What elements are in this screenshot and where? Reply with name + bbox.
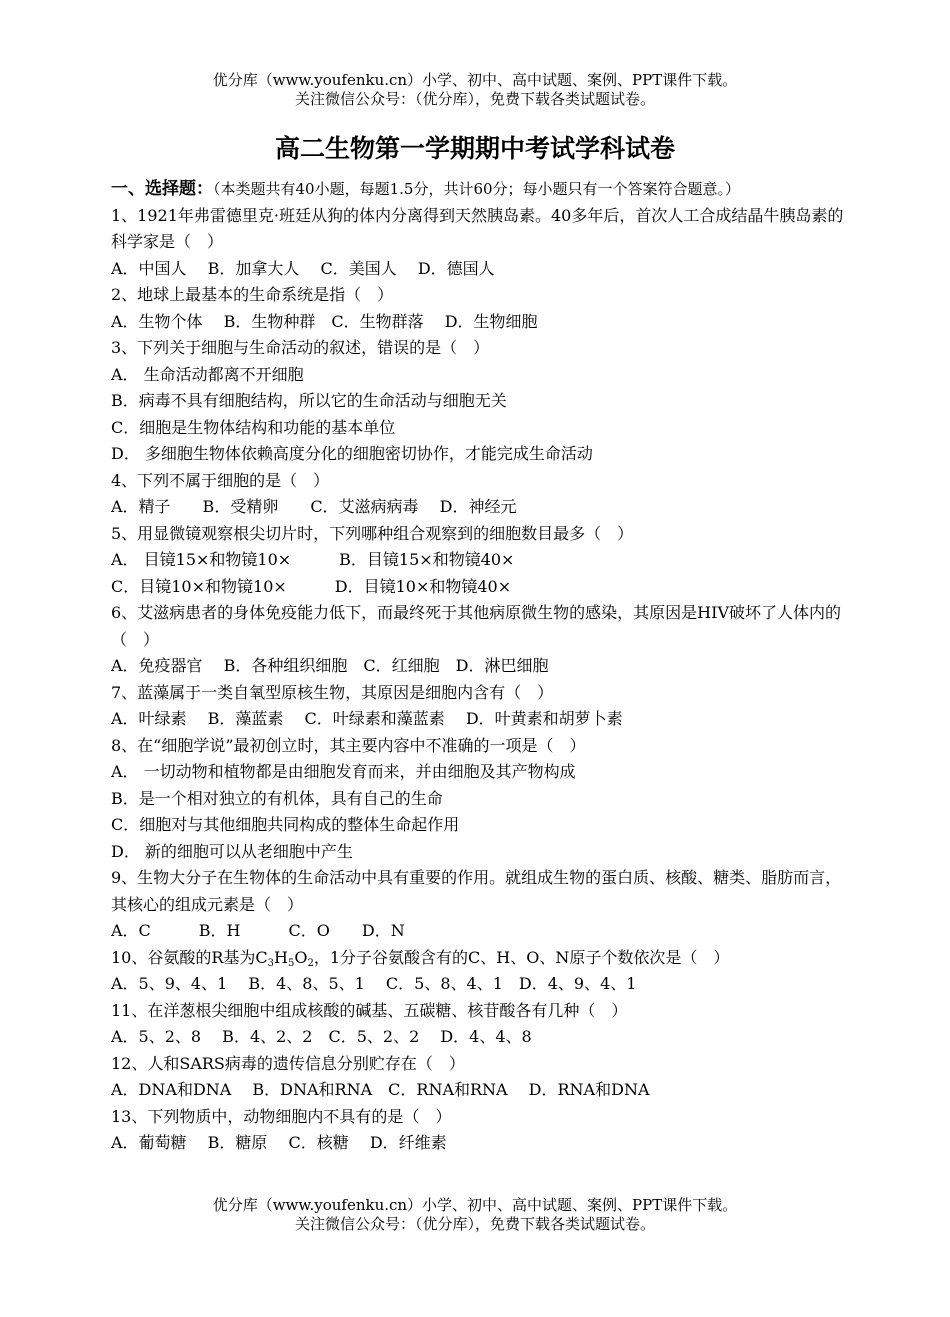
question-option: B．是一个相对独立的有机体，具有自己的生命 <box>111 788 443 808</box>
footer-line-1: 优分库（www.youfenku.cn）小学、初中、高中试题、案例、PPT课件下载。 <box>212 1196 738 1214</box>
question-option: C．细胞对与其他细胞共同构成的整体生命起作用 <box>111 815 460 834</box>
question-stem: 7、蓝藻属于一类自氧型原核生物，其原因是细胞内含有（ ） <box>111 682 554 702</box>
question-options: A．C B．H C．O D．N <box>111 921 405 940</box>
question-option: C．细胞是生物体结构和功能的基本单位 <box>111 417 396 437</box>
subscript: 5 <box>287 957 295 969</box>
question-options: A．生物个体 B．生物种群 C．生物群落 D．生物细胞 <box>111 311 538 331</box>
question-option: A． 生命活动都离不开细胞 <box>111 364 304 384</box>
question-options: A． 目镜15×和物镜10× B．目镜15×和物镜40× <box>111 550 515 569</box>
question-options: A．DNA和DNA B．DNA和RNA C．RNA和RNA D．RNA和DNA <box>111 1080 650 1099</box>
question-option: A． 一切动物和植物都是由细胞发育而来，并由细胞及其产物构成 <box>111 762 576 781</box>
subscript: 3 <box>267 957 275 969</box>
question-stem: 5、用显微镜观察根尖切片时，下列哪种组合观察到的细胞数目最多（ ） <box>111 523 634 543</box>
question-options: A．叶绿素 B．藻蓝素 C．叶绿素和藻蓝素 D．叶黄素和胡萝卜素 <box>111 709 623 728</box>
question-options: A．精子 B．受精卵 C．艾滋病病毒 D．神经元 <box>111 497 517 516</box>
question-options: A．5、2、8 B．4、2、2 C．5、2、2 D．4、4、8 <box>111 1027 532 1046</box>
question-stem: 9、生物大分子在生物体的生命活动中具有重要的作用。就组成生物的蛋白质、核酸、糖类、脂肪而言，其核心的组成元素是（ ） <box>111 868 842 914</box>
question-stem: 3、下列关于细胞与生命活动的叙述，错误的是（ ） <box>111 338 490 357</box>
question-stem: 8、在“细胞学说”最初创立时，其主要内容中不准确的一项是（ ） <box>111 735 586 755</box>
question-option: D． 多细胞生物体依赖高度分化的细胞密切协作，才能完成生命活动 <box>111 444 593 463</box>
footer-line-2: 关注微信公众号：（优分库），免费下载各类试题试卷。 <box>294 1215 655 1233</box>
page-title: 高二生物第一学期期中考试学科试卷 <box>274 134 675 163</box>
question-option: D． 新的细胞可以从老细胞中产生 <box>111 841 353 861</box>
header-line-1: 优分库（www.youfenku.cn）小学、初中、高中试题、案例、PPT课件下载。 <box>212 71 738 89</box>
question-options: A．免疫器官 B．各种组织细胞 C．红细胞 D．淋巴细胞 <box>111 656 549 675</box>
question-options: C．目镜10×和物镜10× D．目镜10×和物镜40× <box>111 576 512 596</box>
page-footer <box>0 1196 950 1234</box>
page-header <box>0 71 950 109</box>
question-stem: 4、下列不属于细胞的是（ ） <box>111 470 330 490</box>
question-stem: 12、人和SARS病毒的遗传信息分别贮存在（ ） <box>111 1053 465 1073</box>
stem-text: O <box>294 947 308 967</box>
header-line-2: 关注微信公众号：（优分库），免费下载各类试题试卷。 <box>294 90 655 108</box>
question-option: B．病毒不具有细胞结构，所以它的生命活动与细胞无关 <box>111 391 507 410</box>
question-stem: 13、下列物质中，动物细胞内不具有的是（ ） <box>111 1106 452 1126</box>
question-options: A．中国人 B．加拿大人 C．美国人 D．德国人 <box>111 258 495 278</box>
question-stem: 1、1921年弗雷德里克·班廷从狗的体内分离得到天然胰岛素。40多年后，首次人工合成结晶牛胰岛素的科学家是（ ） <box>111 205 844 251</box>
section-note: （本类题共有40小题，每题1.5分，共计60分；每小题只有一个答案符合题意。） <box>213 180 741 198</box>
question-options: A．5、9、4、1 B．4、8、5、1 C．5、8、4、1 D．4、9、4、1 <box>111 974 637 993</box>
stem-text: 10、谷氨酸的R基为C <box>111 947 268 967</box>
exam-content <box>111 176 846 1157</box>
question-stem: 11、在洋葱根尖细胞中组成核酸的碱基、五碳糖、核苷酸各有几种（ ） <box>111 1000 628 1020</box>
subscript: 2 <box>307 957 314 969</box>
stem-text: ，1分子谷氨酸含有的C、H、O、N原子个数依次是（ ） <box>313 947 730 967</box>
section-heading <box>111 176 846 203</box>
stem-text: H <box>274 947 288 967</box>
question-stem: 2、地球上最基本的生命系统是指（ ） <box>111 285 394 304</box>
section-title: 一、选择题： <box>111 179 213 199</box>
question-stem: 6、艾滋病患者的身体免疫能力低下，而最终死于其他病原微生物的感染，其原因是HIV破坏了人体内的（ ） <box>111 603 842 649</box>
question-options: A．葡萄糖 B．糖原 C．核糖 D．纤维素 <box>111 1133 447 1152</box>
question-stem <box>111 945 846 972</box>
